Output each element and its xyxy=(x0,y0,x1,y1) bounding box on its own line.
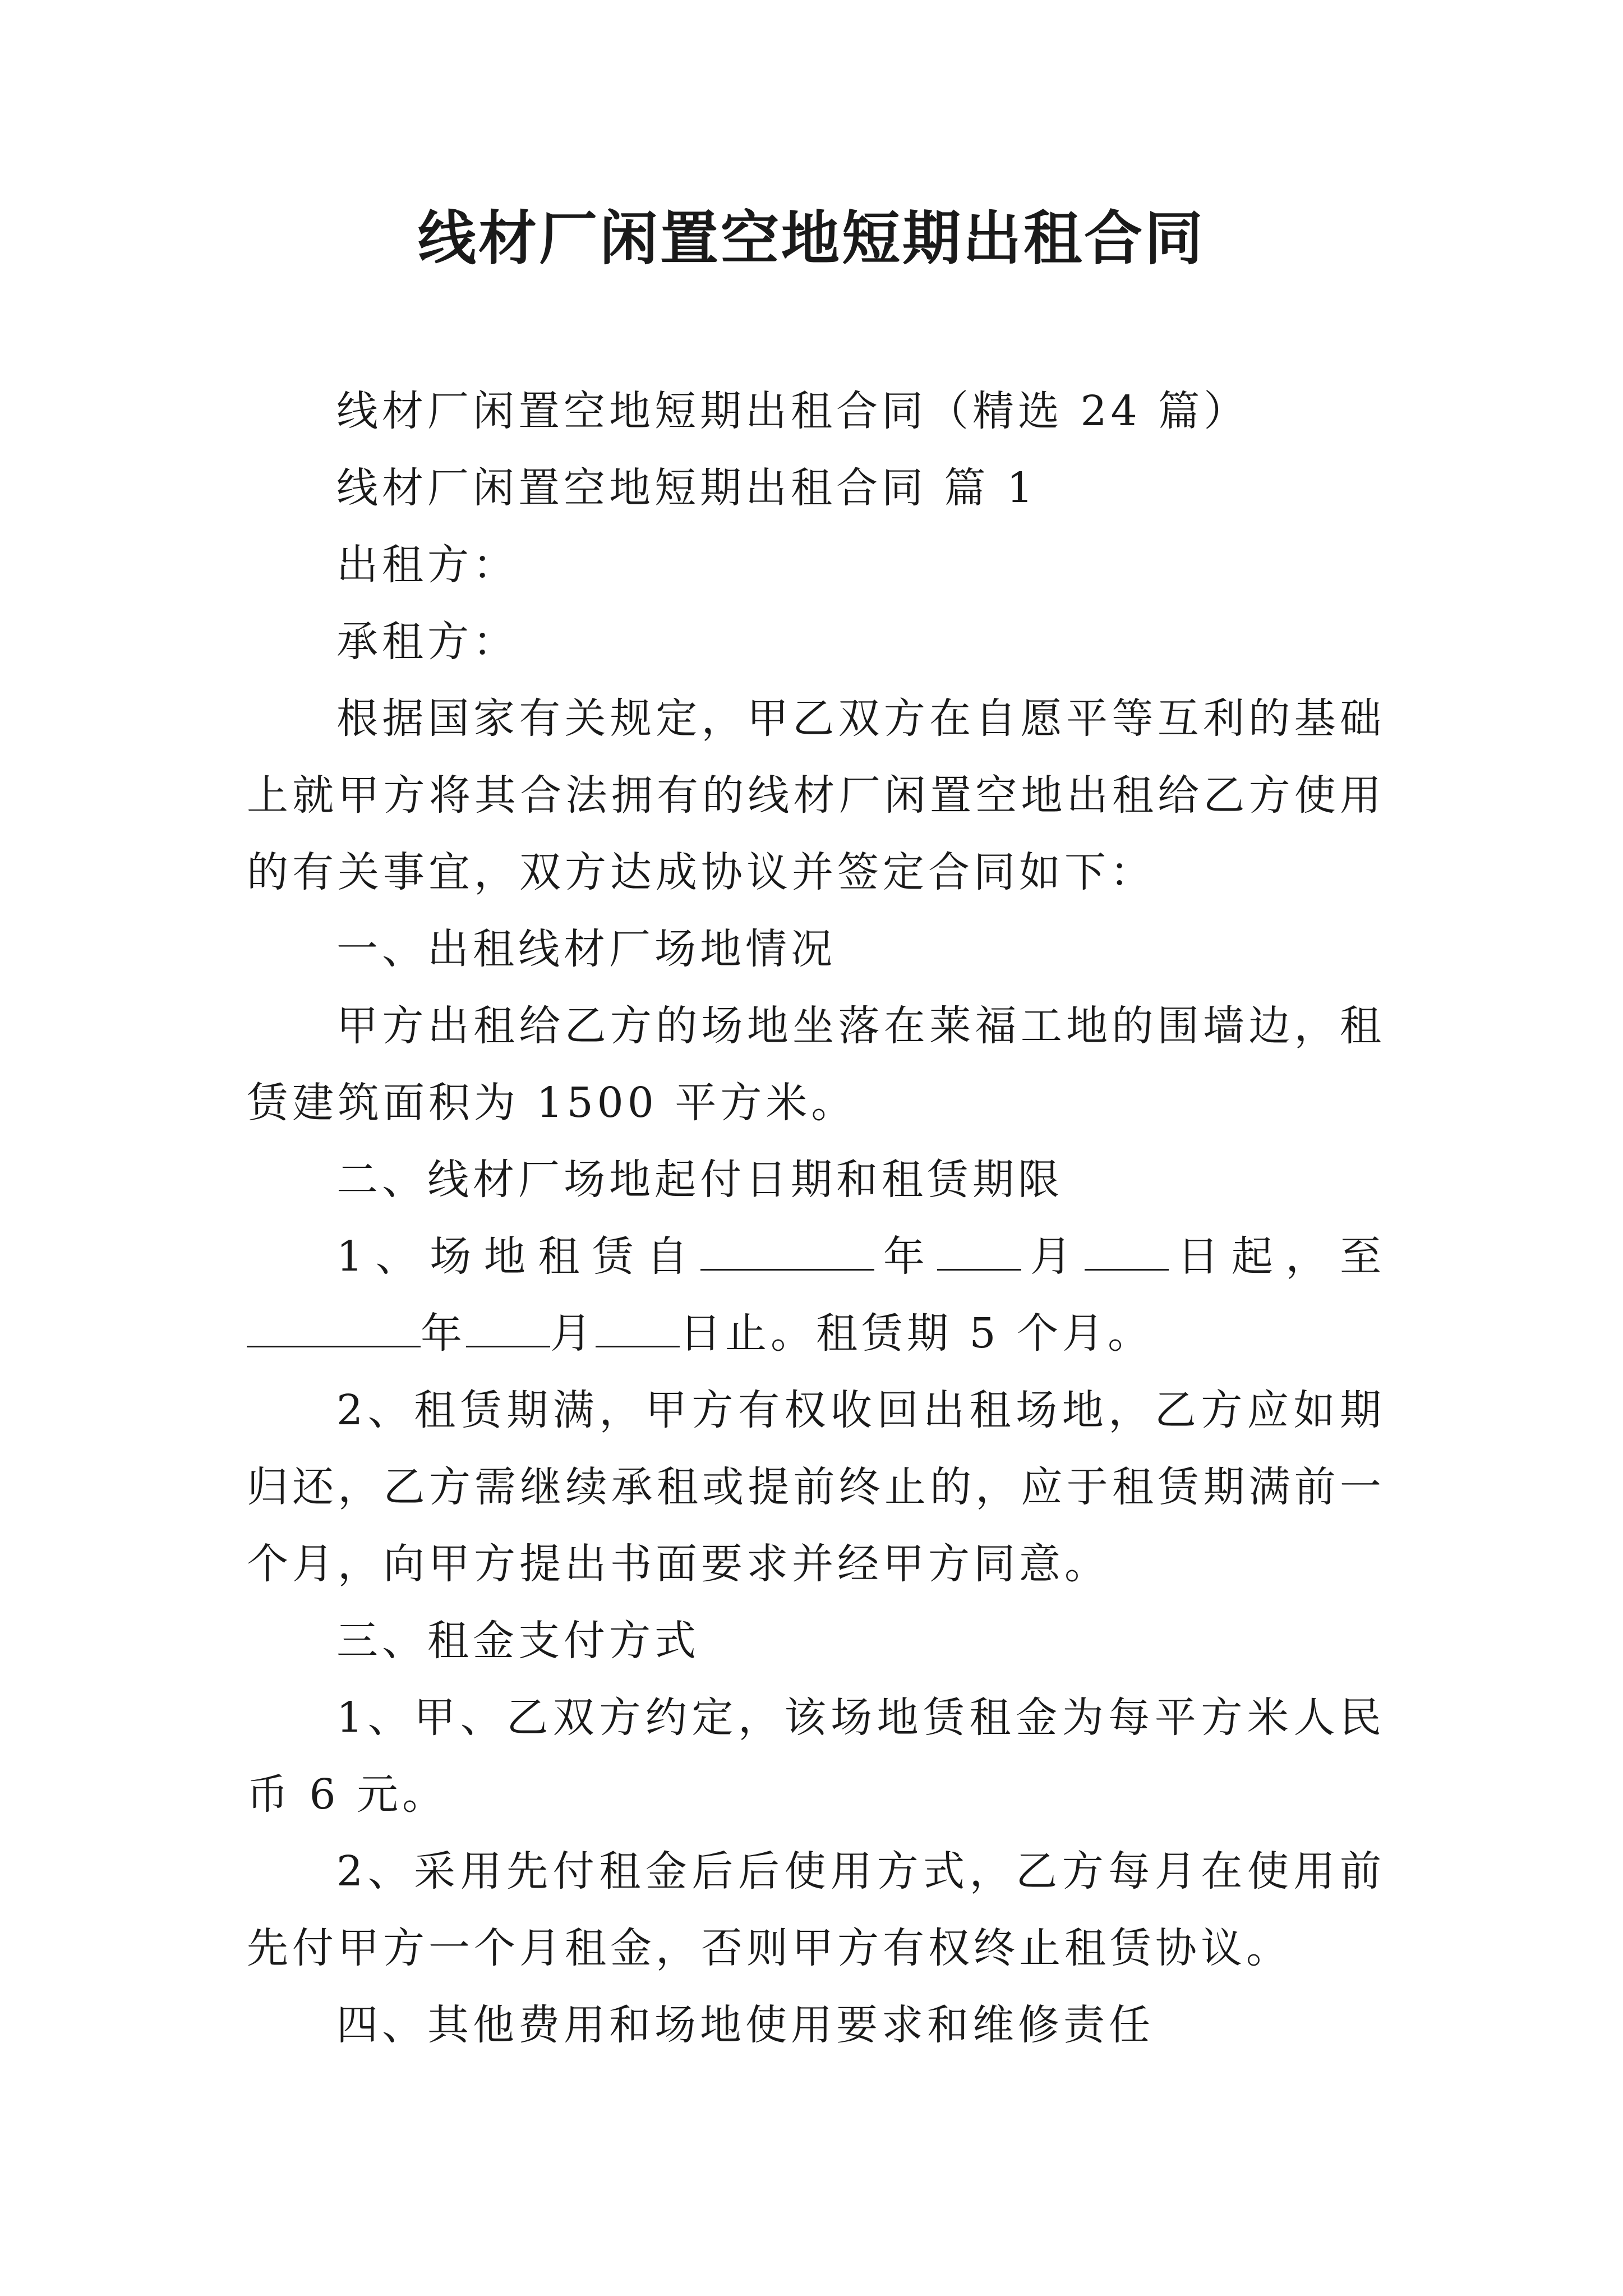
lease-term-text: 月 xyxy=(550,1309,596,1358)
end-month-blank xyxy=(466,1312,550,1347)
rent-amount-paragraph: 1、甲、乙双方约定，该场地赁租金为每平方米人民币 6 元。 xyxy=(247,1694,1385,1819)
start-month-blank xyxy=(937,1235,1021,1271)
start-year-blank xyxy=(700,1235,874,1271)
clause-heading-3: 三、租金支付方式 xyxy=(336,1617,700,1665)
subtitle-paragraph: 线材厂闲置空地短期出租合同（精选 24 篇） xyxy=(336,387,1249,435)
clause-heading-2: 二、线材厂场地起付日期和租赁期限 xyxy=(336,1156,1063,1204)
document-title: 线材厂闲置空地短期出租合同 xyxy=(417,204,1205,273)
lessor-label: 出租方： xyxy=(336,541,518,589)
lease-term-paragraph xyxy=(247,1218,1385,1372)
clause-heading-4: 四、其他费用和场地使用要求和维修责任 xyxy=(336,2001,1154,2049)
preamble-paragraph: 根据国家有关规定，甲乙双方在自愿平等互利的基础上就甲方将其合法拥有的线材厂闲置空地出租给乙方使用的有关事宜，双方达成协议并签定合同如下： xyxy=(247,694,1385,896)
document-body xyxy=(247,373,1385,2064)
lease-term-text: 年 xyxy=(874,1232,938,1281)
lease-term-text: 年 xyxy=(421,1309,466,1358)
clause-heading-1: 一、出租线材厂场地情况 xyxy=(336,925,836,973)
lease-expiry-paragraph: 2、租赁期满，甲方有权收回出租场地，乙方应如期归还，乙方需继续承租或提前终止的，应于租赁期满前一个月，向甲方提出书面要求并经甲方同意。 xyxy=(247,1386,1385,1588)
section-heading-paragraph: 线材厂闲置空地短期出租合同 篇 1 xyxy=(336,464,1038,512)
lease-term-text: 日起，至 xyxy=(1168,1232,1385,1281)
rent-payment-paragraph: 2、采用先付租金后后使用方式，乙方每月在使用前先付甲方一个月租金，否则甲方有权终止租赁协议。 xyxy=(247,1847,1385,1972)
start-day-blank xyxy=(1085,1235,1169,1271)
lease-term-text: 日止。租赁期 5 个月。 xyxy=(680,1309,1154,1358)
end-year-blank xyxy=(247,1312,421,1347)
site-description-paragraph: 甲方出租给乙方的场地坐落在莱福工地的围墙边，租赁建筑面积为 1500 平方米。 xyxy=(247,1002,1385,1127)
lease-term-text: 月 xyxy=(1021,1232,1085,1281)
lease-term-text: 1、场地租赁自 xyxy=(336,1232,701,1281)
end-day-blank xyxy=(596,1312,680,1347)
lessee-label: 承租方： xyxy=(336,618,518,666)
